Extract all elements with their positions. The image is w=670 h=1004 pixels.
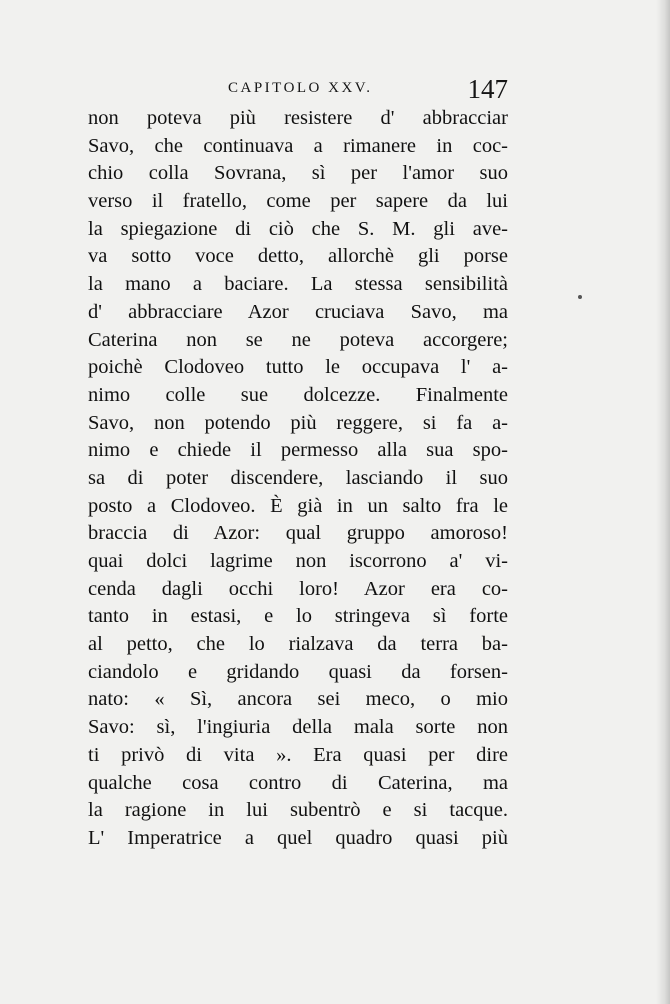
- text-line: cenda dagli occhi loro! Azor era co-: [88, 577, 508, 600]
- text-line: nimo e chiede il permesso alla sua spo-: [88, 439, 508, 462]
- body-text: [88, 105, 508, 853]
- text-line: Caterina non se ne poteva accorgere;: [88, 328, 508, 351]
- text-line: poichè Clodoveo tutto le occupava l' a-: [88, 356, 508, 379]
- page-edge-shadow: [656, 0, 670, 1004]
- text-line: la mano a baciare. La stessa sensibilità: [88, 273, 508, 296]
- text-line: ti privò di vita ». Era quasi per dire: [88, 743, 508, 766]
- text-line: posto a Clodoveo. È già in un salto fra le: [88, 494, 508, 517]
- text-line: ciandolo e gridando quasi da forsen-: [88, 660, 508, 683]
- text-line: nimo colle sue dolcezze. Finalmente: [88, 383, 508, 406]
- text-line: Savo, che continuava a rimanere in coc-: [88, 134, 508, 157]
- text-line: va sotto voce detto, allorchè gli porse: [88, 245, 508, 268]
- text-line: braccia di Azor: qual gruppo amoroso!: [88, 522, 508, 545]
- text-line: L' Imperatrice a quel quadro quasi più: [88, 826, 508, 849]
- text-line: qualche cosa contro di Caterina, ma: [88, 771, 508, 794]
- text-line: sa di poter discendere, lasciando il suo: [88, 466, 508, 489]
- running-title: CAPITOLO XXV.: [228, 80, 373, 96]
- text-line: nato: « Sì, ancora sei meco, o mio: [88, 688, 508, 711]
- page-number: 147: [467, 74, 508, 104]
- text-line: non poteva più resistere d' abbracciar: [88, 107, 508, 129]
- text-line: verso il fratello, come per sapere da lui: [88, 190, 508, 213]
- text-line: d' abbracciare Azor cruciava Savo, ma: [88, 300, 508, 323]
- text-line: al petto, che lo rialzava da terra ba-: [88, 633, 508, 656]
- text-line: tanto in estasi, e lo stringeva sì forte: [88, 605, 508, 628]
- text-line: Savo: sì, l'ingiuria della mala sorte non: [88, 716, 508, 739]
- text-line: la spiegazione di ciò che S. M. gli ave-: [88, 217, 508, 240]
- ink-speck: [578, 295, 582, 299]
- text-line: quai dolci lagrime non iscorrono a' vi-: [88, 550, 508, 572]
- text-line: Savo, non potendo più reggere, si fa a-: [88, 411, 508, 434]
- text-line: chio colla Sovrana, sì per l'amor suo: [88, 162, 508, 185]
- text-line: la ragione in lui subentrò e si tacque.: [88, 799, 508, 822]
